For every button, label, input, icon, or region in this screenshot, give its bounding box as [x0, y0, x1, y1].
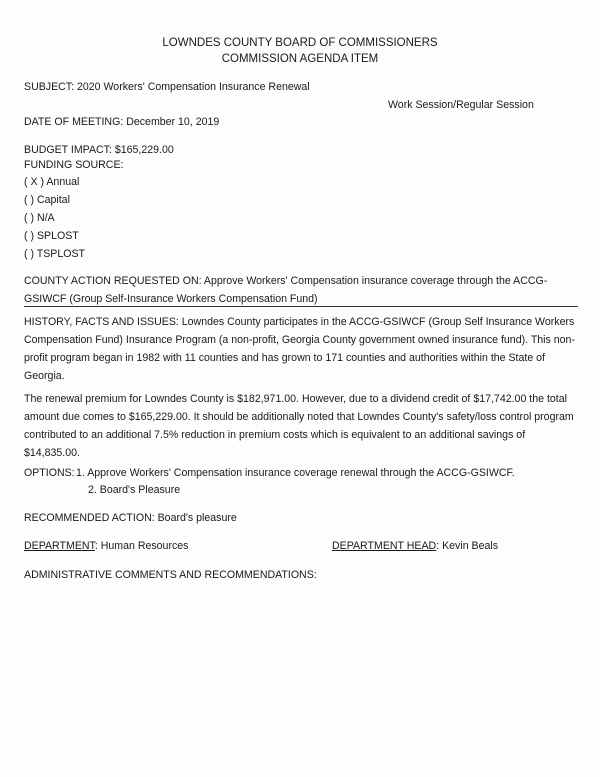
department-label: DEPARTMENT	[24, 540, 95, 552]
department	[24, 537, 188, 555]
funding-tsplost: ( ) TSPLOST	[24, 248, 86, 260]
session-type: Work Session/Regular Session	[388, 99, 534, 111]
option-1: 1. Approve Workers' Compensation insurance coverage renewal through the ACCG-GSIWCF.	[76, 467, 515, 479]
department-head-label: DEPARTMENT HEAD	[332, 540, 437, 552]
department-value: : Human Resources	[94, 540, 189, 552]
admin-comments: ADMINISTRATIVE COMMENTS AND RECOMMENDATIONS:	[24, 569, 317, 581]
meeting-date: DATE OF MEETING: December 10, 2019	[24, 116, 220, 128]
funding-splost: ( ) SPLOST	[24, 230, 79, 242]
options-label: OPTIONS:	[24, 467, 75, 479]
option-2: 2. Board's Pleasure	[88, 484, 181, 496]
department-head	[332, 537, 498, 555]
header-line1: LOWNDES COUNTY BOARD OF COMMISSIONERS	[162, 37, 438, 49]
divider	[24, 306, 578, 307]
funding-label: FUNDING SOURCE:	[24, 159, 124, 171]
department-head-value: : Kevin Beals	[436, 540, 499, 552]
header-line2: COMMISSION AGENDA ITEM	[221, 53, 379, 65]
funding-capital: ( ) Capital	[24, 194, 70, 206]
funding-na: ( ) N/A	[24, 212, 55, 224]
budget-impact: BUDGET IMPACT: $165,229.00	[24, 144, 174, 156]
funding-annual: ( X ) Annual	[24, 176, 80, 188]
renewal-details: The renewal premium for Lowndes County is $182,971.00. However, due to a dividend credit of $17,742.00 the total amount due comes to $165,229.00. It should be additionally noted that Lowndes County's safety/loss control program contributed to an additional 7.5% reduction in premium costs which is equivalent to an additional savings of $14,835.00.	[24, 393, 574, 459]
action-requested: COUNTY ACTION REQUESTED ON: Approve Workers' Compensation insurance coverage through the ACCG-GSIWCF (Group Self-Insurance Workers Compensation Fund)	[24, 275, 548, 305]
subject: SUBJECT: 2020 Workers' Compensation Insurance Renewal	[24, 81, 310, 93]
recommended-action: RECOMMENDED ACTION: Board's pleasure	[24, 512, 237, 524]
history-facts: HISTORY, FACTS AND ISSUES: Lowndes County participates in the ACCG-GSIWCF (Group Self Insurance Workers Compensation Fund) Insurance Program (a non-profit, Georgia County government owned insurance fund). This non-profit program began in 1982 with 11 counties and has grown to 171 counties and authorities within the State of Georgia.	[24, 316, 575, 382]
